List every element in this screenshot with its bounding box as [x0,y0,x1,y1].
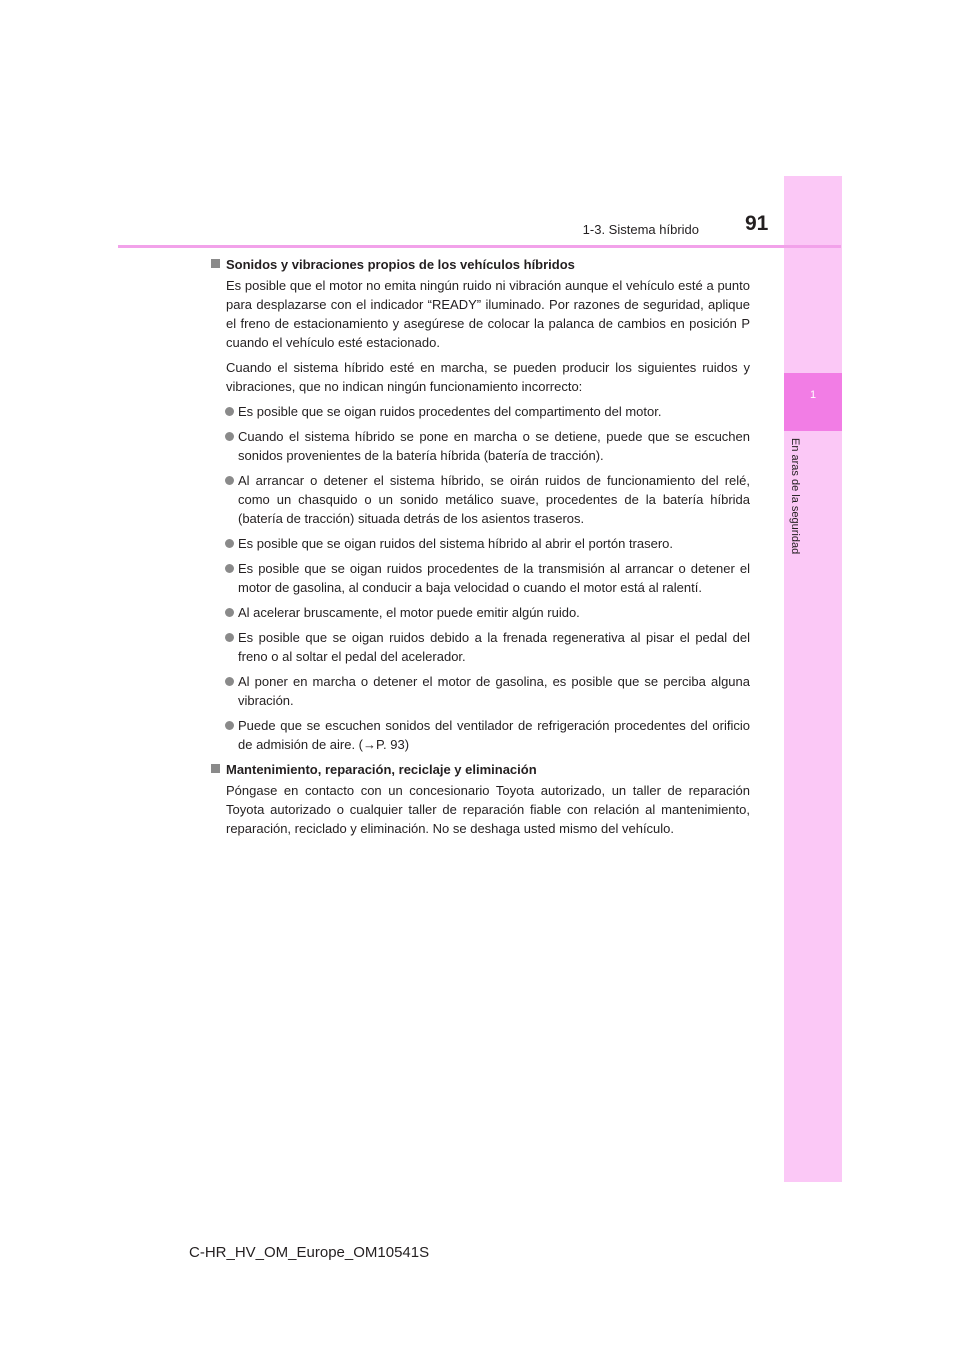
chapter-number: 1 [809,389,817,401]
footer-document-code: C-HR_HV_OM_Europe_OM10541S [189,1244,430,1261]
page-content [210,255,750,844]
list-item: Es posible que se oigan ruidos debido a la frenada regenerativa al pisar el pedal del freno o al soltar el pedal del acelerador. [210,628,750,666]
chapter-tab [784,373,842,431]
list-item: Al acelerar bruscamente, el motor puede emitir algún ruido. [210,603,750,622]
round-bullet-icon [225,633,234,642]
round-bullet-icon [225,564,234,573]
list-item: Es posible que se oigan ruidos procedentes de la transmisión al arrancar o detener el motor de gasolina, al conducir a baja velocidad o cuando el motor está al ralentí. [210,559,750,597]
round-bullet-icon [225,539,234,548]
round-bullet-icon [225,432,234,441]
round-bullet-icon [225,407,234,416]
section-heading: Sonidos y vibraciones propios de los vehículos híbridos [210,255,750,274]
round-bullet-icon [225,476,234,485]
chapter-label: En aras de la seguridad [789,438,801,555]
list-item: Es posible que se oigan ruidos del sistema híbrido al abrir el portón trasero. [210,534,750,553]
paragraph: Es posible que el motor no emita ningún ruido ni vibración aunque el vehículo esté a punto para desplazarse con el indicador “READY” iluminado. Por razones de seguridad, aplique el freno de estacionamiento y asegúrese de colocar la palanca de cambios en posición P cuando el vehículo esté estacionado. [226,278,750,350]
header-rule [118,245,841,248]
round-bullet-icon [225,721,234,730]
list-item: Puede que se escuchen sonidos del ventilador de refrigeración procedentes del orificio de admisión de aire. (→P. 93) [210,716,750,754]
paragraph: Póngase en contacto con un concesionario Toyota autorizado, un taller de reparación Toyota autorizado o cualquier taller de reparación fiable con relación al mantenimiento, reparación, reciclado y eliminación. No se deshaga usted mismo del vehículo. [226,783,750,836]
square-bullet-icon [211,764,220,773]
square-bullet-icon [211,259,220,268]
list-item: Cuando el sistema híbrido se pone en marcha o se detiene, puede que se escuchen sonidos provenientes de la batería híbrida (batería de tracción). [210,427,750,465]
section-title: 1-3. Sistema híbrido [582,222,699,237]
page-number: 91 [745,212,769,235]
round-bullet-icon [225,677,234,686]
section-heading: Mantenimiento, reparación, reciclaje y eliminación [210,760,750,779]
list-item: Es posible que se oigan ruidos procedentes del compartimento del motor. [210,402,750,421]
list-item: Al arrancar o detener el sistema híbrido, se oirán ruidos de funcionamiento del relé, como un chasquido o un sonido metálico suave, procedentes de la batería híbrida (batería de tracción) situada detrás de los asientos traseros. [210,471,750,528]
list-item: Al poner en marcha o detener el motor de gasolina, es posible que se perciba alguna vibración. [210,672,750,710]
paragraph: Cuando el sistema híbrido esté en marcha, se pueden producir los siguientes ruidos y vibraciones, que no indican ningún funcionamiento incorrecto: [226,360,750,394]
side-chapter-band [784,176,842,1182]
round-bullet-icon [225,608,234,617]
